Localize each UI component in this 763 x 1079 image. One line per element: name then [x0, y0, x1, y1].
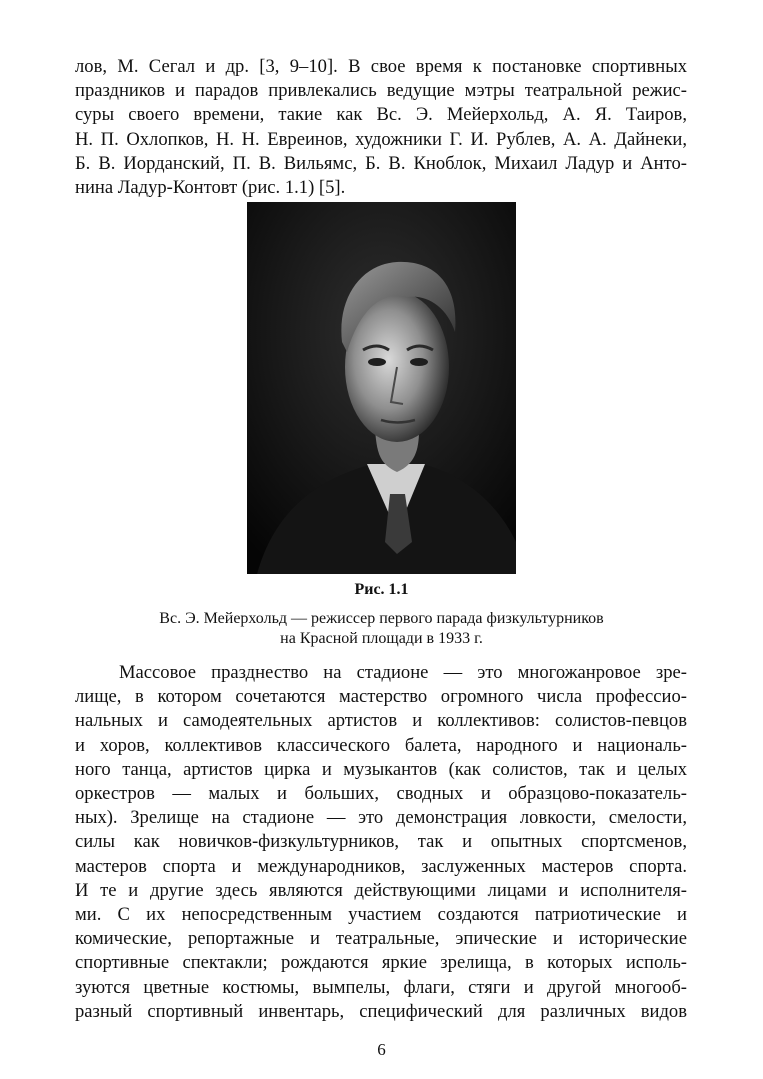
- text-line: суры своего времени, такие как Вс. Э. Мейерхольд, А. Я. Таиров,: [75, 104, 687, 126]
- text-line: комические, репортажные и театральные, эпические и исторические: [75, 928, 687, 950]
- text-line: ных). Зрелище на стадионе — это демонстрация ловкости, смелости,: [75, 807, 687, 829]
- main-paragraph: [75, 661, 687, 1024]
- text-line: оркестров — малых и больших, сводных и образцово-показатель-: [75, 783, 687, 805]
- text-line: спортивные спектакли; рождаются яркие зрелища, в которых исполь-: [75, 952, 687, 974]
- text-line: ми. С их непосредственным участием создаются патриотические и: [75, 904, 687, 926]
- text-line: И те и другие здесь являются действующими лицами и исполнителя-: [75, 879, 687, 901]
- text-line: лов, М. Сегал и др. [3, 9–10]. В свое время к постановке спортивных: [75, 56, 687, 77]
- text-line: силы как новичков-физкультурников, так и опытных спортсменов,: [75, 831, 687, 853]
- figure-label: Рис. 1.1: [354, 581, 409, 598]
- text-line: ного танца, артистов цирка и музыкантов (как солистов, так и целых: [75, 758, 687, 780]
- text-line: мастеров спорта и международников, заслуженных мастеров спорта.: [75, 855, 687, 877]
- text-line: Н. П. Охлопков, Н. Н. Евреинов, художники Г. И. Рублев, А. А. Дайнеки,: [75, 128, 687, 150]
- text-line: нальных и самодеятельных артистов и коллективов: солистов-певцов: [75, 710, 687, 732]
- text-line: разный спортивный инвентарь, специфический для различных видов: [75, 1000, 687, 1022]
- text-line: нина Ладур-Контовт (рис. 1.1) [5].: [75, 177, 346, 199]
- caption-line: Вс. Э. Мейерхольд — режиссер первого парада физкультурников: [159, 610, 604, 627]
- text-line: лище, в котором сочетаются мастерство огромного числа профессио-: [75, 686, 687, 708]
- text-line: зуются цветные костюмы, вымпелы, флаги, стяги и другой многооб-: [75, 976, 687, 998]
- portrait-photo: [247, 202, 516, 574]
- text-line: праздников и парадов привлекались ведущие мэтры театральной режис-: [75, 80, 687, 102]
- page-number: 6: [377, 1040, 386, 1059]
- caption-line: на Красной площади в 1933 г.: [280, 630, 483, 647]
- text-line: и хоров, коллективов классического балета, народного и националь-: [75, 734, 687, 756]
- text-line: Б. В. Иорданский, П. В. Вильямс, Б. В. Кноблок, Михаил Ладур и Анто-: [75, 152, 687, 174]
- figure-caption: [0, 609, 763, 649]
- text-line: Массовое празднество на стадионе — это многожанровое зре-: [119, 662, 687, 683]
- intro-paragraph: [75, 55, 687, 200]
